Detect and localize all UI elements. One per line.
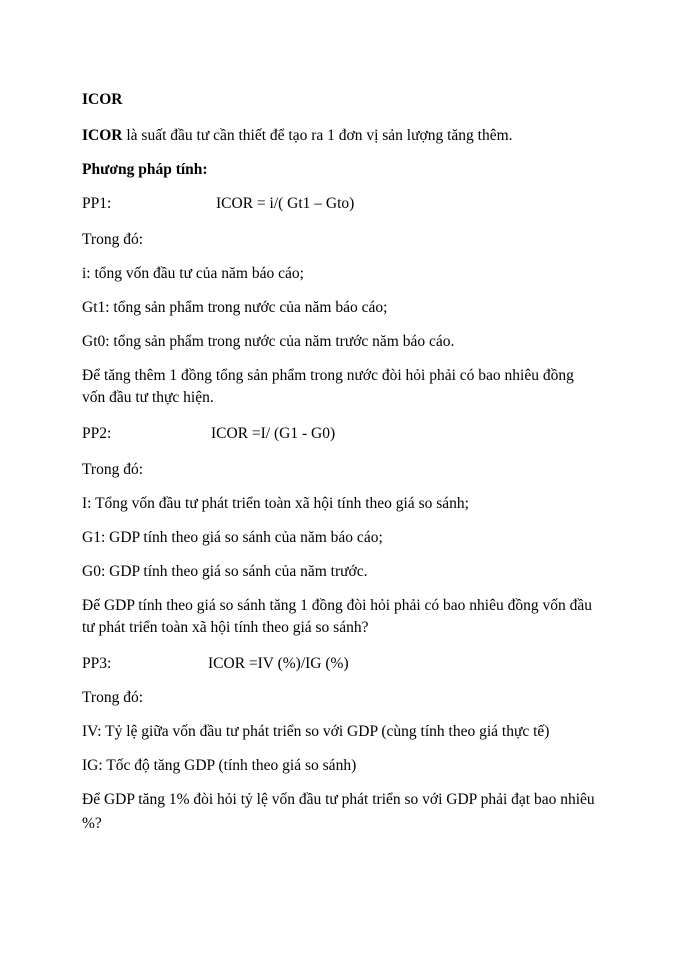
pp1-item: i: tổng vốn đầu tư của năm báo cáo;	[82, 265, 304, 282]
pp3-item: IG: Tốc độ tăng GDP (tính theo giá so sánh)	[82, 757, 357, 774]
pp1-item: Gt0: tổng sản phẩm trong nước của năm trước năm báo cáo.	[82, 333, 455, 350]
pp2-formula: ICOR =I/ (G1 - G0)	[211, 425, 336, 442]
pp1-meaning-line: Để tăng thêm 1 đồng tổng sản phẩm trong nước đòi hỏi phải có bao nhiêu đồng	[82, 367, 574, 384]
pp1-label: PP1:	[82, 195, 112, 212]
pp1-meaning-line: vốn đầu tư thực hiện.	[82, 389, 214, 406]
pp3-meaning-line: Để GDP tăng 1% đòi hỏi tỷ lệ vốn đầu tư phát triển so với GDP phải đạt bao nhiêu	[82, 791, 595, 808]
pp1-formula: ICOR = i/( Gt1 – Gto)	[216, 195, 355, 212]
pp2-meaning-line: tư phát triển toàn xã hội tính theo giá so sánh?	[82, 619, 369, 636]
pp3-meaning-line: %?	[82, 815, 102, 832]
document-heading: ICOR	[82, 91, 123, 108]
pp2-item: I: Tổng vốn đầu tư phát triển toàn xã hội tính theo giá so sánh;	[82, 495, 469, 512]
pp3-item: IV: Tỷ lệ giữa vốn đầu tư phát triển so với GDP (cùng tính theo giá thực tế)	[82, 723, 550, 740]
pp2-label: PP2:	[82, 425, 112, 442]
definition-term: ICOR	[82, 127, 123, 144]
pp2-meaning-line: Để GDP tính theo giá so sánh tăng 1 đồng đòi hỏi phải có bao nhiêu đồng vốn đầu	[82, 597, 592, 614]
pp2-item: G1: GDP tính theo giá so sánh của năm báo cáo;	[82, 529, 383, 546]
icor-definition	[82, 126, 513, 146]
pp2-where: Trong đó:	[82, 461, 144, 478]
definition-text: là suất đầu tư cần thiết để tạo ra 1 đơn vị sản lượng tăng thêm.	[122, 127, 513, 144]
method-heading: Phương pháp tính:	[82, 161, 208, 178]
pp3-formula: ICOR =IV (%)/IG (%)	[208, 655, 349, 672]
pp3-label: PP3:	[82, 655, 112, 672]
pp2-item: G0: GDP tính theo giá so sánh của năm trước.	[82, 563, 368, 580]
pp3-where: Trong đó:	[82, 689, 144, 706]
pp1-item: Gt1: tổng sản phẩm trong nước của năm báo cáo;	[82, 299, 388, 316]
pp1-where: Trong đó:	[82, 231, 144, 248]
